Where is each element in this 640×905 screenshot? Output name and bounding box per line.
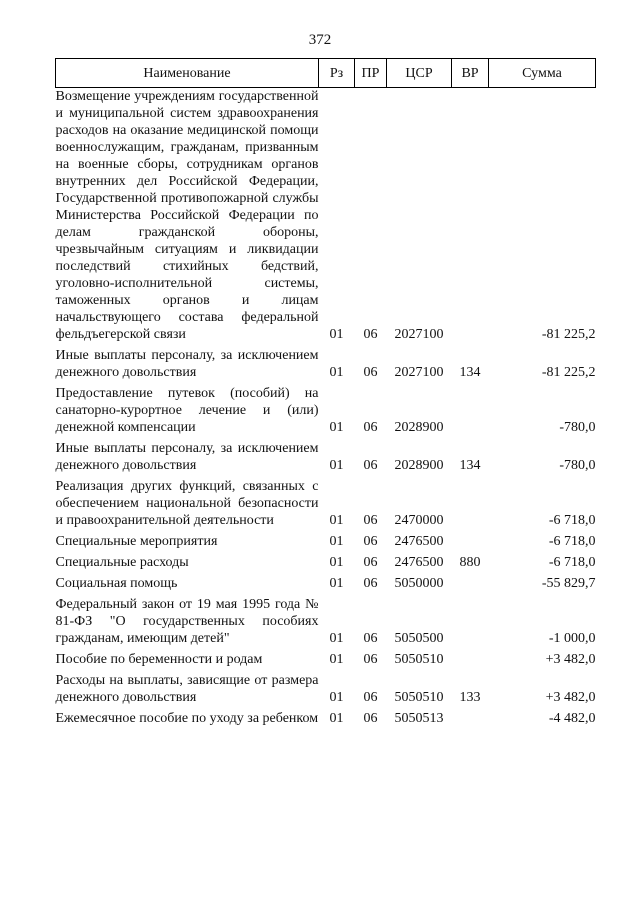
row-name: Иные выплаты персоналу, за исключением денежного довольствия xyxy=(55,348,319,380)
row-sum: -780,0 xyxy=(559,458,596,473)
row-csr: 2028900 xyxy=(394,458,444,473)
row-pr: 06 xyxy=(363,631,378,646)
table-row xyxy=(56,440,596,478)
row-name: Пособие по беременности и родам xyxy=(55,652,263,667)
row-pr: 06 xyxy=(363,365,378,380)
row-pr: 06 xyxy=(363,690,378,705)
row-csr: 2027100 xyxy=(394,327,444,342)
row-pr: 06 xyxy=(363,327,378,342)
row-sum: -81 225,2 xyxy=(541,327,596,342)
row-sum: -1 000,0 xyxy=(548,631,596,646)
table-row xyxy=(56,478,596,533)
page-number: 372 xyxy=(308,32,332,48)
row-rz: 01 xyxy=(329,513,344,528)
row-sum: -6 718,0 xyxy=(548,534,596,549)
row-vr xyxy=(452,710,489,731)
row-csr: 5050513 xyxy=(394,711,444,726)
row-name: Ежемесячное пособие по уходу за ребенком xyxy=(55,711,319,726)
table-row xyxy=(56,385,596,440)
row-sum: +3 482,0 xyxy=(545,652,596,667)
row-name: Специальные расходы xyxy=(55,555,189,570)
row-vr xyxy=(452,478,489,533)
row-vr xyxy=(452,651,489,672)
row-pr: 06 xyxy=(363,576,378,591)
row-sum: -6 718,0 xyxy=(548,513,596,528)
row-vr xyxy=(452,596,489,651)
table-row xyxy=(56,88,596,348)
row-name: Федеральный закон от 19 мая 1995 года № 81-ФЗ "О государственных пособиях гражданам, имеющим детей" xyxy=(55,597,319,646)
budget-table xyxy=(55,58,596,731)
row-name: Предоставление путевок (пособий) на санаторно-курортное лечение и (или) денежной компенсации xyxy=(55,386,319,435)
row-vr: 134 xyxy=(459,458,481,473)
header-csr: ЦСР xyxy=(387,59,452,88)
table-row xyxy=(56,672,596,710)
row-sum: +3 482,0 xyxy=(545,690,596,705)
row-rz: 01 xyxy=(329,365,344,380)
row-rz: 01 xyxy=(329,458,344,473)
header-rz: Рз xyxy=(319,59,355,88)
row-vr xyxy=(452,385,489,440)
header-sum: Сумма xyxy=(489,59,596,88)
header-vr: ВР xyxy=(452,59,489,88)
row-rz: 01 xyxy=(329,327,344,342)
header-pr: ПР xyxy=(355,59,387,88)
row-name: Социальная помощь xyxy=(55,576,178,591)
row-pr: 06 xyxy=(363,711,378,726)
row-rz: 01 xyxy=(329,555,344,570)
row-pr: 06 xyxy=(363,534,378,549)
row-vr xyxy=(452,533,489,554)
row-csr: 2028900 xyxy=(394,420,444,435)
row-rz: 01 xyxy=(329,534,344,549)
table-row xyxy=(56,533,596,554)
row-sum: -81 225,2 xyxy=(541,365,596,380)
header-name: Наименование xyxy=(56,59,319,88)
row-rz: 01 xyxy=(329,711,344,726)
row-pr: 06 xyxy=(363,513,378,528)
row-csr: 2476500 xyxy=(394,555,444,570)
row-pr: 06 xyxy=(363,458,378,473)
row-csr: 5050000 xyxy=(394,576,444,591)
row-name: Иные выплаты персоналу, за исключением денежного довольствия xyxy=(55,441,319,473)
row-name: Расходы на выплаты, зависящие от размера денежного довольствия xyxy=(55,673,319,705)
row-rz: 01 xyxy=(329,652,344,667)
row-pr: 06 xyxy=(363,555,378,570)
row-name: Реализация других функций, связанных с обеспечением национальной безопасности и правоохранительной деятельности xyxy=(55,479,319,528)
row-name: Специальные мероприятия xyxy=(55,534,218,549)
row-pr: 06 xyxy=(363,652,378,667)
row-csr: 5050510 xyxy=(394,652,444,667)
row-vr: 133 xyxy=(459,690,481,705)
row-csr: 5050500 xyxy=(394,631,444,646)
row-csr: 2027100 xyxy=(394,365,444,380)
table-header-row xyxy=(56,59,596,88)
table-body xyxy=(56,88,596,732)
table-row xyxy=(56,554,596,575)
row-csr: 5050510 xyxy=(394,690,444,705)
table-row xyxy=(56,575,596,596)
table-row xyxy=(56,651,596,672)
row-rz: 01 xyxy=(329,420,344,435)
row-csr: 2470000 xyxy=(394,513,444,528)
row-vr xyxy=(452,88,489,348)
row-vr xyxy=(452,575,489,596)
row-sum: -55 829,7 xyxy=(541,576,596,591)
table-row xyxy=(56,710,596,731)
table-row xyxy=(56,347,596,385)
table-row xyxy=(56,596,596,651)
row-vr: 880 xyxy=(459,555,481,570)
row-rz: 01 xyxy=(329,631,344,646)
row-sum: -780,0 xyxy=(559,420,596,435)
row-sum: -4 482,0 xyxy=(548,711,596,726)
row-sum: -6 718,0 xyxy=(548,555,596,570)
row-name: Возмещение учреждениям государственной и муниципальной систем здравоохранения расходов на оказание медицинской помощи военнослужащим, гражданам, призванным на военные сборы, сотрудникам органов внутренних дел Российской Федерации, Государственной противопожарной службы Министерства Российской Федерации по делам гражданской обороны, чрезвычайным ситуациям и ликвидации последствий стихийных бедствий, уголовно-исполнительной системы, таможенных органов и лицам начальствующего состава федеральной фельдъегерской связи xyxy=(55,89,319,342)
row-rz: 01 xyxy=(329,690,344,705)
row-csr: 2476500 xyxy=(394,534,444,549)
row-rz: 01 xyxy=(329,576,344,591)
row-vr: 134 xyxy=(459,365,481,380)
row-pr: 06 xyxy=(363,420,378,435)
